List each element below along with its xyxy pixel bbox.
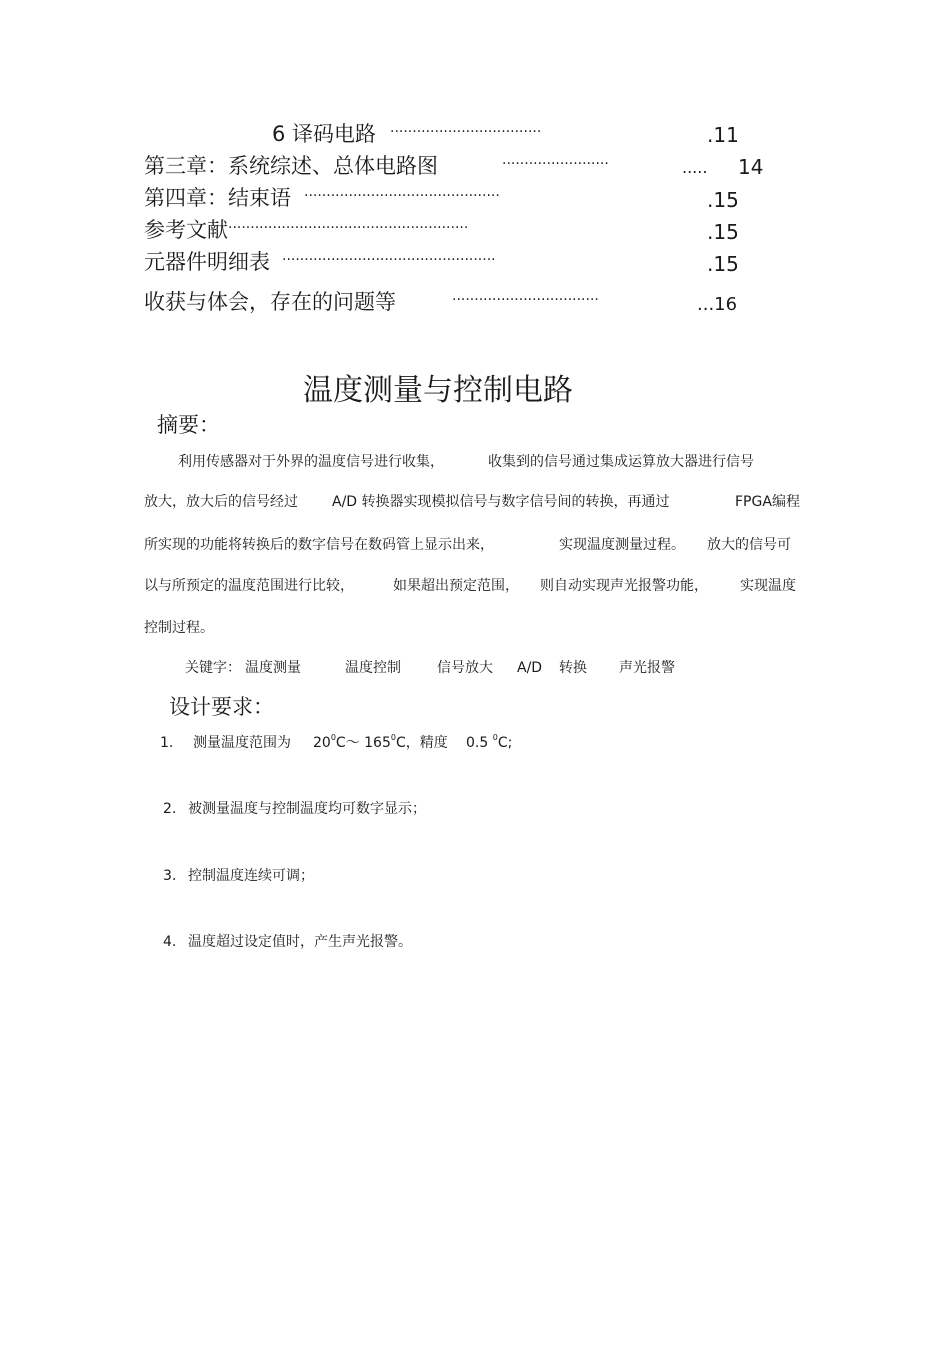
abstract-text: 则自动实现声光报警功能， [540,578,708,594]
abstract-text: FPGA [735,494,772,510]
abstract-text: 控制过程。 [144,620,214,636]
abstract-text: 放大，放大后的信号经过 [144,494,298,510]
keyword: 温度测量 [245,660,301,676]
document-title: 温度测量与控制电路 [303,373,573,408]
item-text: 测量温度范围为 [193,735,291,751]
item-text: 温度超过设定值时，产生声光报警。 [188,934,412,950]
abstract-text: 利用传感器对于外界的温度信号进行收集， [178,454,444,470]
item-number: 3. [163,868,177,884]
toc-entry-label: 收获与体会，存在的问题等 [144,290,396,314]
toc-entry-label: 元器件明细表 [144,250,270,274]
abstract-heading: 摘要： [157,413,220,437]
toc-leader-dots: ·································· [390,124,542,140]
abstract-text: 放大的信号可 [707,537,791,553]
toc-leader-dots: ························ [502,156,609,172]
keyword: 信号放大 [437,660,493,676]
abstract-text: 所实现的功能将转换后的数字信号在数码管上显示出来， [144,537,494,553]
toc-entry-label: 第三章：系统综述、总体电路图 [144,154,438,178]
toc-page-number: .15 [707,188,739,212]
item-text: 被测量温度与控制温度均可数字显示； [188,801,426,817]
keyword: 转换 [559,660,587,676]
toc-page-prefix: ..... [682,158,708,177]
toc-page-number: .11 [707,123,739,147]
toc-page-number: 14 [738,155,764,179]
abstract-text: 实现温度 [740,578,796,594]
item-number: 1. [160,735,174,751]
item-text: 0.5 $^0$C; [466,733,513,751]
abstract-text: 实现温度测量过程。 [559,537,685,553]
toc-entry-label: 参考文献 [144,218,228,242]
abstract-text: 以与所预定的温度范围进行比较， [144,578,354,594]
abstract-text: 收集到的信号通过集成运算放大器进行信号 [488,454,754,470]
keyword: 温度控制 [345,660,401,676]
toc-entry-label: 第四章：结束语 [144,186,291,210]
toc-page-number: .15 [707,220,739,244]
item-number: 4. [163,934,177,950]
requirements-heading: 设计要求： [169,695,274,719]
toc-page-number: ...16 [697,294,738,315]
toc-page-number: .15 [707,252,739,276]
toc-leader-dots: ······················································ [228,220,469,236]
keyword: 声光报警 [619,660,675,676]
abstract-text: 编程 [772,494,800,510]
item-number: 2. [163,801,177,817]
keywords-label: 关键字： [185,660,241,676]
item-text: $20^0C\sim$ $165^0C$，精度 [313,733,448,751]
abstract-text: 如果超出预定范围， [393,578,519,594]
toc-leader-dots: ················································ [282,252,496,268]
keyword: A/D [517,660,543,676]
abstract-text: A/D 转换器实现模拟信号与数字信号间的转换，再通过 [332,494,670,510]
toc-entry-label: 6 译码电路 [272,122,377,146]
item-text: 控制温度连续可调； [188,868,314,884]
toc-leader-dots: ············································ [304,188,500,204]
toc-leader-dots: ································· [452,292,599,308]
